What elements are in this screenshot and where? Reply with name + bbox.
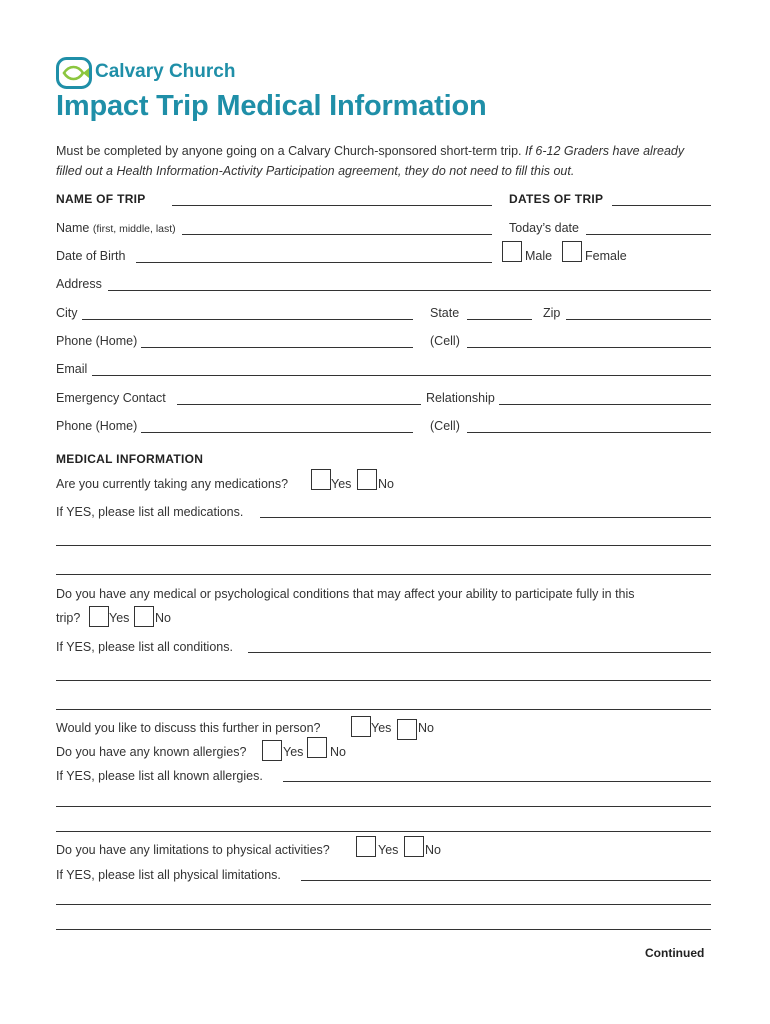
discuss-yes-label: Yes — [371, 721, 392, 735]
intro-text: Must be completed by anyone going on a Calvary Church-sponsored short-term trip. — [56, 144, 525, 158]
phone-home-2-input[interactable] — [141, 432, 413, 433]
org-name: Calvary Church — [95, 61, 236, 82]
medications-list-label: If YES, please list all medications. — [56, 505, 244, 519]
allergies-no-checkbox[interactable] — [307, 737, 327, 758]
conditions-yes-checkbox[interactable] — [89, 606, 109, 627]
conditions-no-checkbox[interactable] — [134, 606, 154, 627]
emergency-contact-label: Emergency Contact — [56, 391, 166, 405]
conditions-input-2[interactable] — [56, 680, 711, 681]
medications-no-checkbox[interactable] — [357, 469, 377, 490]
limitations-yes-checkbox[interactable] — [356, 836, 376, 857]
medications-no-label: No — [378, 477, 394, 491]
email-input[interactable] — [92, 375, 711, 376]
medications-question: Are you currently taking any medications? — [56, 477, 289, 491]
medications-input-1[interactable] — [260, 517, 711, 518]
conditions-input-3[interactable] — [56, 709, 711, 710]
page-title: Impact Trip Medical Information — [56, 90, 487, 122]
limitations-no-checkbox[interactable] — [404, 836, 424, 857]
medical-heading: MEDICAL INFORMATION — [56, 452, 204, 466]
limitations-list-label: If YES, please list all physical limitations. — [56, 868, 281, 882]
limitations-yes-label: Yes — [378, 843, 399, 857]
limitations-input-2[interactable] — [56, 904, 711, 905]
conditions-yes-label: Yes — [109, 611, 130, 625]
conditions-no-label: No — [155, 611, 171, 625]
allergies-no-label: No — [330, 745, 346, 759]
email-label: Email — [56, 362, 88, 376]
dates-of-trip-input[interactable] — [612, 205, 711, 206]
name-input[interactable] — [182, 234, 492, 235]
female-label: Female — [585, 249, 627, 263]
address-label: Address — [56, 277, 102, 291]
phone-home-2-label: Phone (Home) — [56, 419, 138, 433]
todays-date-label: Today’s date — [509, 221, 579, 235]
zip-label: Zip — [543, 306, 561, 320]
city-label: City — [56, 306, 78, 320]
discuss-question: Would you like to discuss this further in person? — [56, 721, 321, 735]
conditions-list-label: If YES, please list all conditions. — [56, 640, 233, 654]
cell-input[interactable] — [467, 347, 711, 348]
phone-home-label: Phone (Home) — [56, 334, 138, 348]
allergies-yes-label: Yes — [283, 745, 304, 759]
address-input[interactable] — [108, 290, 711, 291]
cell-label: (Cell) — [430, 334, 460, 348]
allergies-question: Do you have any known allergies? — [56, 745, 247, 759]
allergies-input-3[interactable] — [56, 831, 711, 832]
dob-label: Date of Birth — [56, 249, 126, 263]
limitations-no-label: No — [425, 843, 441, 857]
relationship-label: Relationship — [426, 391, 495, 405]
allergies-list-label: If YES, please list all known allergies. — [56, 769, 263, 783]
intro-paragraph — [56, 141, 706, 181]
discuss-no-checkbox[interactable] — [397, 719, 417, 740]
allergies-input-1[interactable] — [283, 781, 711, 782]
medications-input-2[interactable] — [56, 545, 711, 546]
discuss-no-label: No — [418, 721, 434, 735]
intro-italic-text: If 6-12 Graders have already filled out a Health Information-Activity Participation agreement, they do not need to fill this out. — [56, 144, 685, 178]
allergies-input-2[interactable] — [56, 806, 711, 807]
dates-of-trip-label: DATES OF TRIP — [509, 192, 604, 206]
cell-2-label: (Cell) — [430, 419, 460, 433]
conditions-question-line-1: Do you have any medical or psychological conditions that may affect your ability to participate fully in this — [56, 587, 635, 601]
dob-input[interactable] — [136, 262, 492, 263]
state-label: State — [430, 306, 460, 320]
name-of-trip-input[interactable] — [172, 205, 492, 206]
discuss-yes-checkbox[interactable] — [351, 716, 371, 737]
female-checkbox[interactable] — [562, 241, 582, 262]
name-of-trip-label: NAME OF TRIP — [56, 192, 146, 206]
relationship-input[interactable] — [499, 404, 711, 405]
cell-2-input[interactable] — [467, 432, 711, 433]
zip-input[interactable] — [566, 319, 711, 320]
name-hint: (first, middle, last) — [92, 223, 176, 235]
male-label: Male — [525, 249, 553, 263]
continued-label: Continued — [645, 946, 705, 960]
allergies-yes-checkbox[interactable] — [262, 740, 282, 761]
medications-yes-label: Yes — [331, 477, 352, 491]
limitations-question: Do you have any limitations to physical activities? — [56, 843, 330, 857]
todays-date-input[interactable] — [586, 234, 711, 235]
male-checkbox[interactable] — [502, 241, 522, 262]
city-input[interactable] — [82, 319, 413, 320]
phone-home-input[interactable] — [141, 347, 413, 348]
name-label-text: Name — [56, 221, 90, 235]
emergency-contact-input[interactable] — [177, 404, 421, 405]
conditions-input-1[interactable] — [248, 652, 711, 653]
name-label — [56, 221, 176, 235]
state-input[interactable] — [467, 319, 532, 320]
conditions-question-line-2: trip? — [56, 611, 81, 625]
medications-yes-checkbox[interactable] — [311, 469, 331, 490]
medications-input-3[interactable] — [56, 574, 711, 575]
limitations-input-3[interactable] — [56, 929, 711, 930]
church-logo-icon — [56, 57, 92, 89]
limitations-input-1[interactable] — [301, 880, 711, 881]
